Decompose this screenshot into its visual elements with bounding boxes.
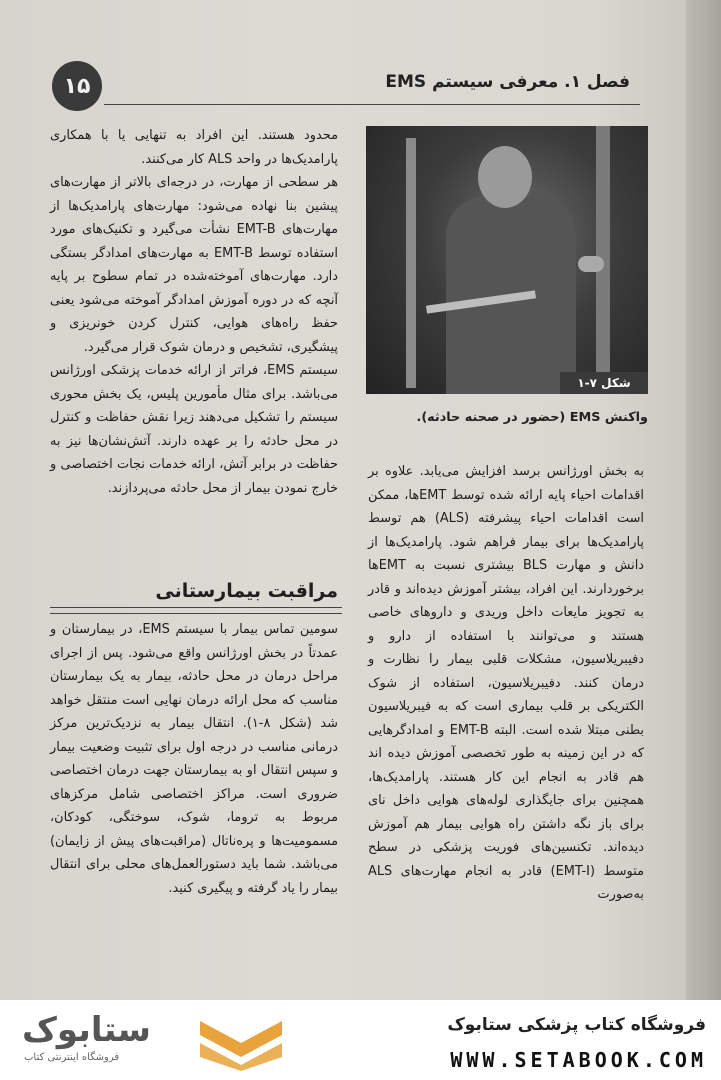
right-column [368,460,644,907]
left-column [50,124,338,500]
logo-tagline: فروشگاه اینترنتی کتاب [24,1052,120,1063]
photo-door-frame [406,138,416,388]
figure-caption: واکنش EMS (حضور در صحنه حادثه). [416,410,648,425]
right-paragraph: به بخش اورژانس برسد افزایش می‌یابد. علاوه بر اقدامات احیاء پایه ارائه شده توسط EMTها، ممکن است اقدامات احیاء پیشرفته (ALS) هم توسط پارامدیک‌ها برای بیمار فراهم شود. پارامدیک‌ها از دانش و مهارت BLS بیشتری نسبت به EMTها برخوردارند. این افراد، بیشتر آموزش دیده‌اند و قادر به تجویز مایعات داخل وریدی و داروهای خاصی هستند و می‌توانند با استفاده از دارو و دفیبریلاسیون، مشکلات قلبی بیمار را نظارت و درمان کنند. دفیبریلاسیون، استفاده از شوک الکتریکی بر قلب بیماری است که به فیبریلاسیون بطنی مبتلا شده است. البته EMT-B و امدادگرهایی که در این زمینه به طور تخصصی آموزش دیده اند هم قادر به انجام این کار هستند. پارامدیک‌ها، همچنین برای جایگذاری لوله‌های هوایی داخل نای برای باز نگه داشتن راه هوایی بیمار هم آموزش دیده‌اند. تکنسین‌های فوریت پزشکی در سطح متوسط (EMT-I) قادر به انجام مهارت‌های ALS به‌صورت [368,464,645,902]
chapter-title: فصل ۱. معرفی سیستم EMS [385,72,630,92]
page-gutter-shadow [686,0,721,1000]
section-body [50,618,338,900]
logo-wordmark: ستابوک [22,1010,151,1050]
figure-label: شکل ۷-۱ [560,372,648,394]
chevron-logo-icon [200,1013,282,1071]
photo-person-head [478,146,532,208]
section-paragraph: سومین تماس بیمار با سیستم EMS، در بیمارستان و عمدتاً در بخش اورژانس واقع می‌شود. پس از اجرای مراحل درمان در محل حادثه، بیمار به یک بیمارستان مناسب که محل ارائه درمان نهایی است منتقل خواهد شد (شکل ۸-۱). انتقال بیمار به نزدیک‌ترین مرکز درمانی مناسب در درجه اول برای تثبیت وضعیت بیمار و سپس انتقال او به بیمارستان جهت درمان اختصاصی ضروری است. مراکز اختصاصی شامل مرکزهای مربوط به تروما، شوک، سوختگی، کودکان، مسمومیت‌ها و پره‌ناتال (مراقبت‌های پیش از زایمان) می‌باشد. شما باید دستورالعمل‌های محلی برای انتقال بیمار را یاد گرفته و پیگیری کنید. [50,622,338,896]
left-paragraph-1: محدود هستند. این افراد به تنهایی یا با همکاری پارامدیک‌ها در واحد ALS کار می‌کنند. [50,128,338,167]
section-heading: مراقبت بیمارستانی [155,580,338,602]
header-divider [104,104,640,105]
photo-gloved-hand [578,256,604,272]
figure-photo [366,126,648,394]
store-url[interactable]: WWW.SETABOOK.COM [450,1048,707,1072]
store-name: فروشگاه کتاب پزشکی ستابوک [447,1015,706,1035]
page-number-badge: ۱۵ [52,61,102,111]
left-paragraph-3: سیستم EMS، فراتر از ارائه خدمات پزشکی اورژانس می‌باشد. برای مثال مأمورین پلیس، یک بخش محوری سیستم را تشکیل می‌دهند زیرا نقش حفاظت و کنترل در محل حادثه را بر عهده دارند. آتش‌نشان‌ها نیز به حفاظت در برابر آتش، ارائه خدمات نجات اختصاصی و خارج نمودن بیمار از محل حادثه می‌پردازند. [50,363,338,496]
left-paragraph-2: هر سطحی از مهارت، در درجه‌ای بالاتر از مهارت‌های پیشین بنا نهاده می‌شود: مهارت‌های پارامدیک‌ها از مهارت‌های EMT-B نشأت می‌گیرد و تکنیک‌های مورد استفاده توسط EMT-B به مهارت‌های امدادگر بستگی دارد. مهارت‌های آموخته‌شده در تمام سطوح بر پایه آنچه که در دوره آموزش امدادگر آموخته می‌شود یعنی حفظ راه‌های هوایی، کنترل کردن خونریزی و پیشگیری، تشخیص و درمان شوک قرار می‌گیرد. [50,175,338,355]
section-rule [50,607,342,614]
